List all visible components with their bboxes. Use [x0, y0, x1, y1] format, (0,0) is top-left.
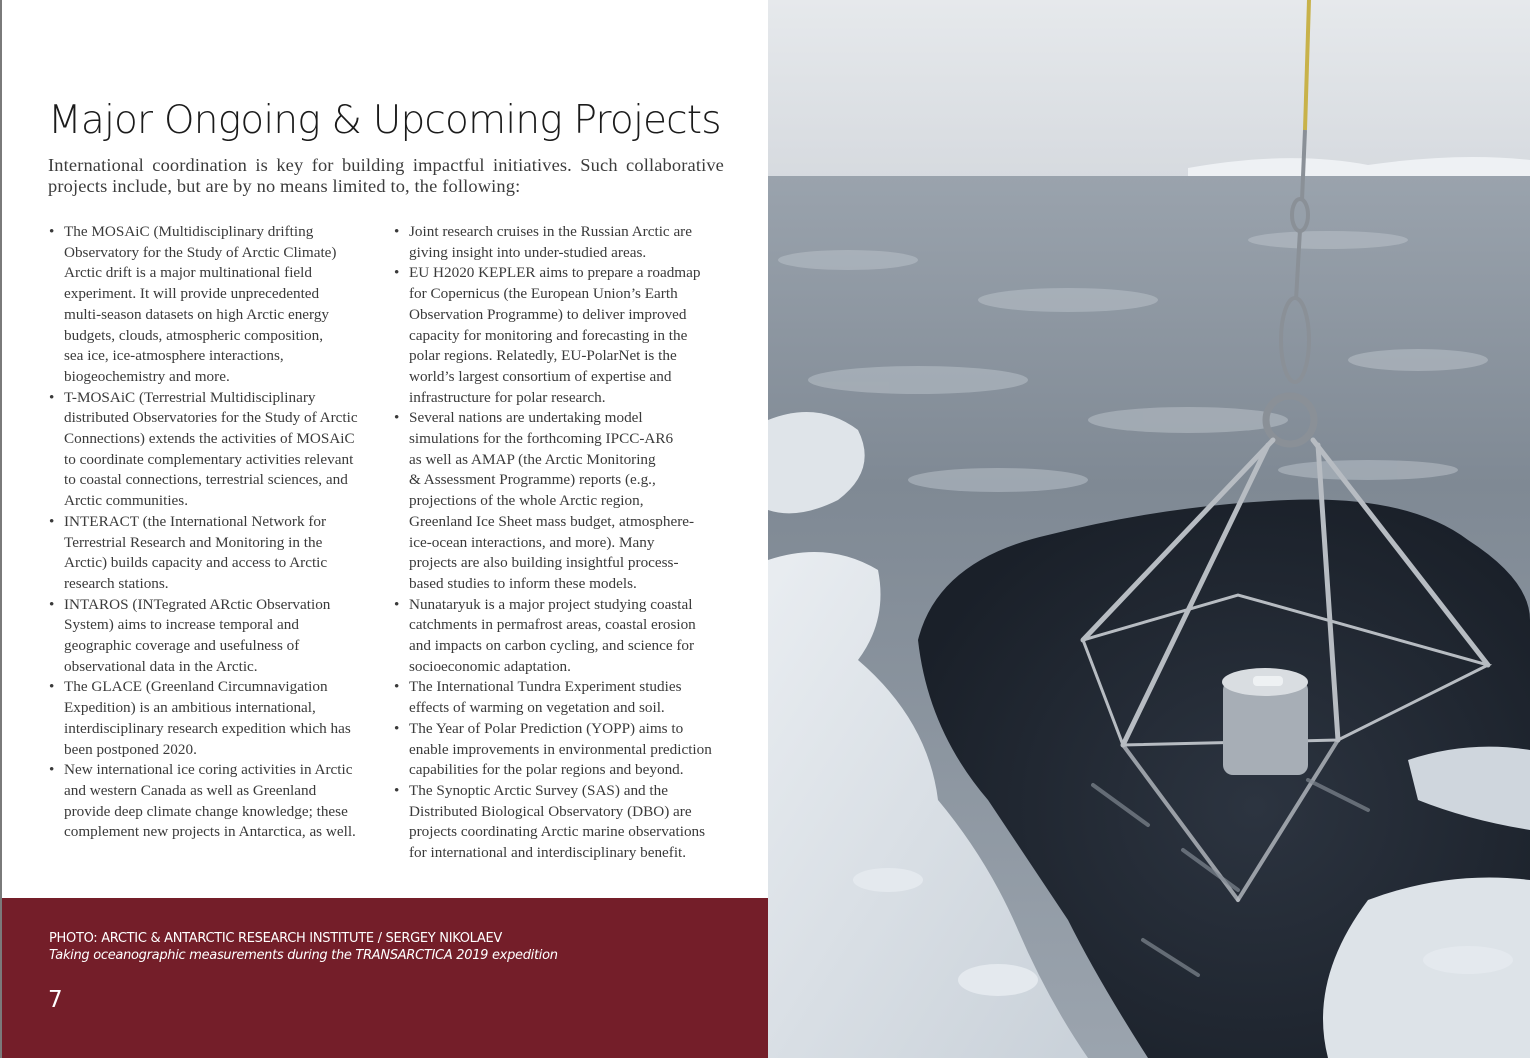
- list-item: • INTERACT (the International Network for Terrestrial Research and Monitoring in the Arctic) builds capacity and access to Arctic research stations.: [48, 512, 386, 595]
- list-item: • The Year of Polar Prediction (YOPP) aims to enable improvements in environmental prediction capabilities for the polar regions and beyond.: [393, 719, 731, 781]
- page-number: 7: [48, 987, 63, 1013]
- list-item: • Several nations are undertaking model simulations for the forthcoming IPCC-AR6 as well as AMAP (the Arctic Monitoring & Assessment Programme) reports (e.g., projections of the whole Arctic region, Greenland Ice Sheet mass budget, atmosphere- ice-ocean interactions, and more). Many projects are also building insightful process- based studies to inform these models.: [393, 408, 731, 594]
- list-item: • EU H2020 KEPLER aims to prepare a roadmap for Copernicus (the European Union’s Earth Observation Programme) to deliver improved capacity for monitoring and forecasting in the polar regions. Relatedly, EU-PolarNet is the world’s largest consortium of expertise and infrastructure for polar research.: [393, 263, 731, 408]
- intro-paragraph: International coordination is key for building impactful initiatives. Such collaborative projects include, but are by no means limited to, the following:: [48, 155, 724, 196]
- ice-hole-instrument-illustration: [768, 0, 1530, 1058]
- page-title: Major Ongoing & Upcoming Projects: [48, 98, 721, 143]
- list-item: • INTAROS (INTegrated ARctic Observation System) aims to increase temporal and geographic coverage and usefulness of observational data in the Arctic.: [48, 595, 386, 678]
- list-item: • The Synoptic Arctic Survey (SAS) and the Distributed Biological Observatory (DBO) are projects coordinating Arctic marine observations for international and interdisciplinary benefit.: [393, 781, 731, 864]
- caption-band: [2, 898, 770, 1058]
- expedition-photo: [768, 0, 1530, 1058]
- photo-caption: Taking oceanographic measurements during the TRANSARCTICA 2019 expedition: [49, 948, 558, 963]
- list-item: • T-MOSAiC (Terrestrial Multidisciplinary distributed Observatories for the Study of Arctic Connections) extends the activities of MOSAiC to coordinate complementary activities relevant to coastal connections, terrestrial sciences, and Arctic communities.: [48, 388, 386, 512]
- list-item: • The GLACE (Greenland Circumnavigation Expedition) is an ambitious international, interdisciplinary research expedition which has been postponed 2020.: [48, 677, 386, 760]
- list-item: • Joint research cruises in the Russian Arctic are giving insight into under-studied areas.: [393, 222, 731, 263]
- list-item: • The MOSAiC (Multidisciplinary drifting Observatory for the Study of Arctic Climate) Arctic drift is a major multinational field experiment. It will provide unprecedented multi-season datasets on high Arctic energy budgets, clouds, atmospheric composition, sea ice, ice-atmosphere interactions, biogeochemistry and more.: [48, 222, 386, 388]
- list-item: • Nunataryuk is a major project studying coastal catchments in permafrost areas, coastal erosion and impacts on carbon cycling, and science for socioeconomic adaptation.: [393, 595, 731, 678]
- project-list-column-2: [393, 222, 731, 864]
- list-item: • New international ice coring activities in Arctic and western Canada as well as Greenland provide deep climate change knowledge; these complement new projects in Antarctica, as well.: [48, 760, 386, 843]
- photo-credit: PHOTO: ARCTIC & ANTARCTIC RESEARCH INSTITUTE / SERGEY NIKOLAEV: [49, 931, 503, 946]
- list-item: • The International Tundra Experiment studies effects of warming on vegetation and soil.: [393, 677, 731, 718]
- project-list-column-1: [48, 222, 386, 843]
